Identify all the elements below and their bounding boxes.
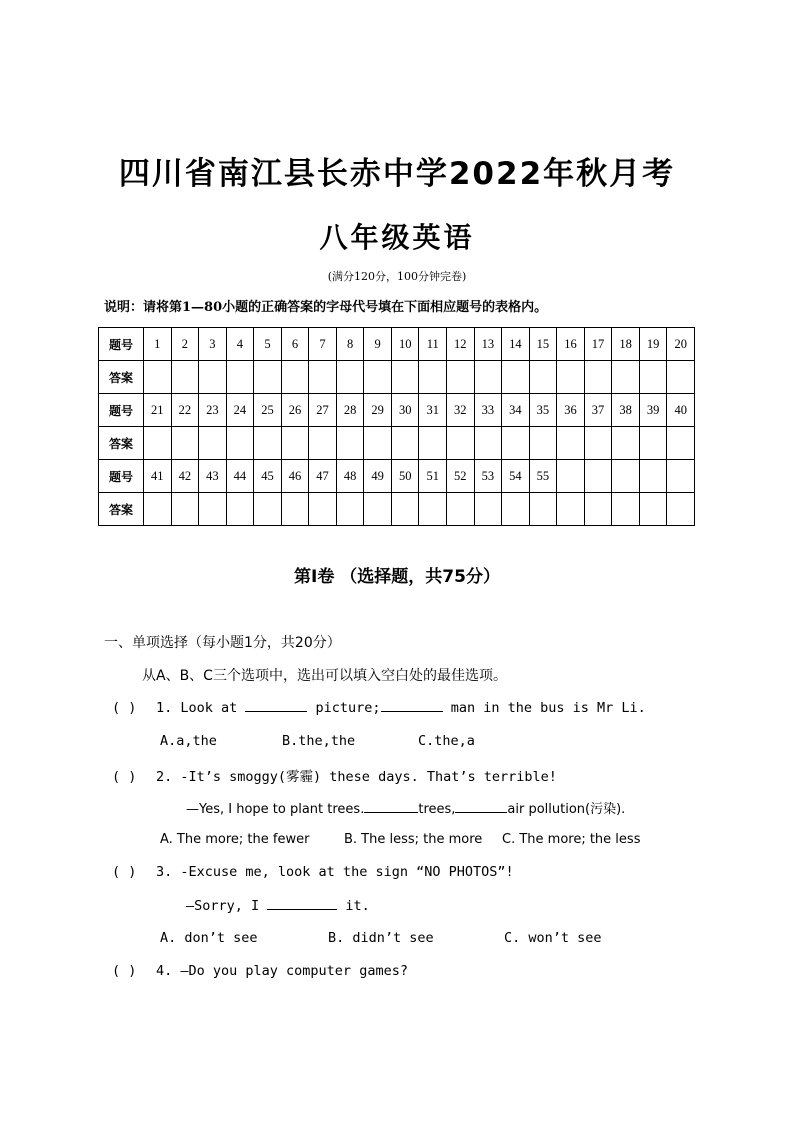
question-number-cell: 42 (171, 460, 199, 493)
question-1-options (160, 733, 475, 749)
row-label-number: 题号 (99, 460, 144, 493)
question-number-cell: 37 (584, 394, 612, 427)
question-number-cell (557, 460, 585, 493)
question-number-cell: 22 (171, 394, 199, 427)
question-number-cell: 30 (391, 394, 419, 427)
question-number-cell: 15 (529, 328, 557, 361)
question-number-cell: 34 (502, 394, 530, 427)
blank (381, 699, 443, 712)
answer-cell[interactable] (281, 361, 309, 394)
reply-text: trees, (418, 802, 456, 817)
answer-cell[interactable] (281, 427, 309, 460)
answer-cell[interactable] (391, 493, 419, 526)
question-number-cell: 25 (254, 394, 282, 427)
answer-cell[interactable] (447, 427, 475, 460)
question-number-cell: 47 (309, 460, 337, 493)
answer-cell[interactable] (557, 427, 585, 460)
answer-cell[interactable] (254, 361, 282, 394)
answer-cell[interactable] (502, 493, 530, 526)
answer-cell[interactable] (529, 427, 557, 460)
option-c: C. The more; the less (502, 832, 641, 847)
question-number-cell (584, 460, 612, 493)
answer-cell[interactable] (474, 427, 502, 460)
part1-instruction: 从A、B、C三个选项中，选出可以填入空白处的最佳选项。 (142, 668, 507, 684)
option-b: B.the,the (282, 733, 356, 749)
answer-cell[interactable] (502, 361, 530, 394)
option-c: C.the,a (418, 733, 475, 749)
question-number-cell: 46 (281, 460, 309, 493)
answer-cell[interactable] (309, 493, 337, 526)
question-number-cell: 26 (281, 394, 309, 427)
question-1 (112, 699, 646, 716)
answer-cell[interactable] (529, 361, 557, 394)
row-label-number: 题号 (99, 394, 144, 427)
option-a: A. The more; the fewer (160, 832, 310, 847)
question-number-cell: 20 (667, 328, 695, 361)
question-number-cell: 10 (391, 328, 419, 361)
exam-subject: 八年级英语 (319, 221, 475, 254)
answer-cell[interactable] (639, 493, 667, 526)
question-stem: picture; (307, 700, 381, 716)
blank (245, 699, 307, 712)
answer-paren[interactable]: ( ) (112, 963, 137, 979)
question-number-cell: 2 (171, 328, 199, 361)
blank (364, 800, 418, 813)
option-a: A.a,the (160, 733, 217, 749)
answer-cell[interactable] (667, 361, 695, 394)
answer-cell[interactable] (171, 427, 199, 460)
answer-row (99, 427, 695, 460)
question-number-cell: 38 (612, 394, 640, 427)
question-number-cell: 4 (226, 328, 254, 361)
blank (267, 897, 337, 910)
answer-cell[interactable] (557, 361, 585, 394)
answer-cell[interactable] (144, 427, 172, 460)
question-number-cell: 54 (502, 460, 530, 493)
answer-cell[interactable] (612, 493, 640, 526)
question-3-reply (186, 897, 370, 914)
answer-cell[interactable] (171, 493, 199, 526)
question-2-options (160, 832, 640, 847)
question-number-cell: 44 (226, 460, 254, 493)
question-number-cell: 1 (144, 328, 172, 361)
question-number-cell: 11 (419, 328, 447, 361)
question-3 (112, 864, 514, 880)
question-number-cell: 55 (529, 460, 557, 493)
question-number-cell: 13 (474, 328, 502, 361)
number-row (99, 328, 695, 361)
question-number-cell: 7 (309, 328, 337, 361)
question-stem: 2. -It’s smoggy(雾霾) these days. That’s terrible! (156, 769, 557, 785)
answer-cell[interactable] (309, 427, 337, 460)
question-4 (112, 963, 408, 979)
answer-cell[interactable] (584, 361, 612, 394)
question-number-cell: 33 (474, 394, 502, 427)
answer-cell[interactable] (502, 427, 530, 460)
question-number-cell: 21 (144, 394, 172, 427)
answer-cell[interactable] (529, 493, 557, 526)
answer-cell[interactable] (447, 493, 475, 526)
answer-paren[interactable]: ( ) (112, 864, 137, 880)
question-number-cell: 24 (226, 394, 254, 427)
row-label-answer: 答案 (99, 427, 144, 460)
answer-cell[interactable] (639, 361, 667, 394)
question-number-cell: 53 (474, 460, 502, 493)
question-stem: man in the bus is Mr Li. (442, 700, 646, 716)
question-stem: 4. —Do you play computer games? (156, 963, 408, 979)
question-stem: 3. -Excuse me, look at the sign “NO PHOTOS”! (156, 864, 514, 880)
reply-text: —Sorry, I (186, 898, 268, 914)
question-2-reply (186, 798, 625, 817)
question-number-cell: 16 (557, 328, 585, 361)
question-number-cell: 43 (199, 460, 227, 493)
number-row (99, 394, 695, 427)
answer-grid (98, 327, 695, 526)
answer-cell[interactable] (364, 493, 392, 526)
answer-cell[interactable] (144, 361, 172, 394)
section-title: 第Ⅰ卷 （选择题，共75分） (294, 567, 500, 587)
answer-cell[interactable] (309, 361, 337, 394)
question-3-options (160, 930, 602, 946)
answer-cell[interactable] (199, 427, 227, 460)
answer-cell[interactable] (667, 493, 695, 526)
blank (455, 800, 507, 813)
answer-cell[interactable] (557, 493, 585, 526)
answer-cell[interactable] (199, 361, 227, 394)
answer-cell[interactable] (612, 361, 640, 394)
answer-cell[interactable] (419, 361, 447, 394)
question-2 (112, 765, 557, 785)
question-number-cell: 51 (419, 460, 447, 493)
option-b: B. The less; the more (344, 832, 483, 847)
question-number-cell: 3 (199, 328, 227, 361)
question-number-cell: 8 (336, 328, 364, 361)
answer-cell[interactable] (391, 427, 419, 460)
answer-cell[interactable] (336, 493, 364, 526)
question-number-cell: 36 (557, 394, 585, 427)
answer-cell[interactable] (144, 493, 172, 526)
row-label-answer: 答案 (99, 361, 144, 394)
question-number-cell (667, 460, 695, 493)
question-number-cell (612, 460, 640, 493)
answer-cell[interactable] (336, 427, 364, 460)
answer-cell[interactable] (391, 361, 419, 394)
question-number-cell: 49 (364, 460, 392, 493)
answer-cell[interactable] (364, 427, 392, 460)
question-number-cell: 52 (447, 460, 475, 493)
question-number-cell: 14 (502, 328, 530, 361)
question-number-cell: 29 (364, 394, 392, 427)
answer-cell[interactable] (419, 427, 447, 460)
question-number-cell: 48 (336, 460, 364, 493)
question-number-cell: 5 (254, 328, 282, 361)
question-number-cell: 17 (584, 328, 612, 361)
answer-cell[interactable] (281, 493, 309, 526)
part1-title: 一、单项选择（每小题1分，共20分） (104, 635, 341, 651)
answer-cell[interactable] (474, 493, 502, 526)
question-number-cell: 28 (336, 394, 364, 427)
question-number-cell: 40 (667, 394, 695, 427)
question-number-cell: 45 (254, 460, 282, 493)
score-note: (满分120分，100分钟完卷) (327, 270, 467, 283)
question-number-cell: 6 (281, 328, 309, 361)
answer-cell[interactable] (612, 427, 640, 460)
question-number-cell: 50 (391, 460, 419, 493)
answer-cell[interactable] (336, 361, 364, 394)
answer-row (99, 361, 695, 394)
question-number-cell: 27 (309, 394, 337, 427)
question-number-cell: 31 (419, 394, 447, 427)
answer-cell[interactable] (639, 427, 667, 460)
reply-text: it. (337, 898, 370, 914)
option-b: B. didn’t see (328, 930, 434, 946)
answer-cell[interactable] (364, 361, 392, 394)
question-number-cell: 19 (639, 328, 667, 361)
question-number-cell (639, 460, 667, 493)
exam-title: 四川省南江县长赤中学2022年秋月考 (118, 156, 676, 192)
question-number-cell: 23 (199, 394, 227, 427)
question-number-cell: 9 (364, 328, 392, 361)
row-label-number: 题号 (99, 328, 144, 361)
answer-cell[interactable] (419, 493, 447, 526)
number-row (99, 460, 695, 493)
answer-paren[interactable]: ( ) (112, 700, 137, 716)
answer-cell[interactable] (254, 493, 282, 526)
answer-row (99, 493, 695, 526)
answer-cell[interactable] (226, 361, 254, 394)
answer-cell[interactable] (171, 361, 199, 394)
answer-cell[interactable] (226, 427, 254, 460)
option-a: A. don’t see (160, 930, 258, 946)
answer-cell[interactable] (667, 427, 695, 460)
answer-cell[interactable] (254, 427, 282, 460)
answer-cell[interactable] (447, 361, 475, 394)
row-label-answer: 答案 (99, 493, 144, 526)
question-number-cell: 12 (447, 328, 475, 361)
question-number-cell: 41 (144, 460, 172, 493)
question-number-cell: 32 (447, 394, 475, 427)
question-stem: 1. Look at (156, 700, 246, 716)
answer-cell[interactable] (584, 427, 612, 460)
question-number-cell: 18 (612, 328, 640, 361)
answer-cell[interactable] (226, 493, 254, 526)
answer-cell[interactable] (474, 361, 502, 394)
question-number-cell: 39 (639, 394, 667, 427)
answer-cell[interactable] (199, 493, 227, 526)
answer-paren[interactable]: ( ) (112, 769, 137, 785)
answer-cell[interactable] (584, 493, 612, 526)
instruction-note: 说明：请将第1—80小题的正确答案的字母代号填在下面相应题号的表格内。 (104, 300, 548, 315)
question-number-cell: 35 (529, 394, 557, 427)
reply-text: —Yes, I hope to plant trees. (186, 802, 365, 817)
option-c: C. won’t see (504, 930, 602, 946)
reply-text: air pollution(污染). (507, 802, 626, 817)
